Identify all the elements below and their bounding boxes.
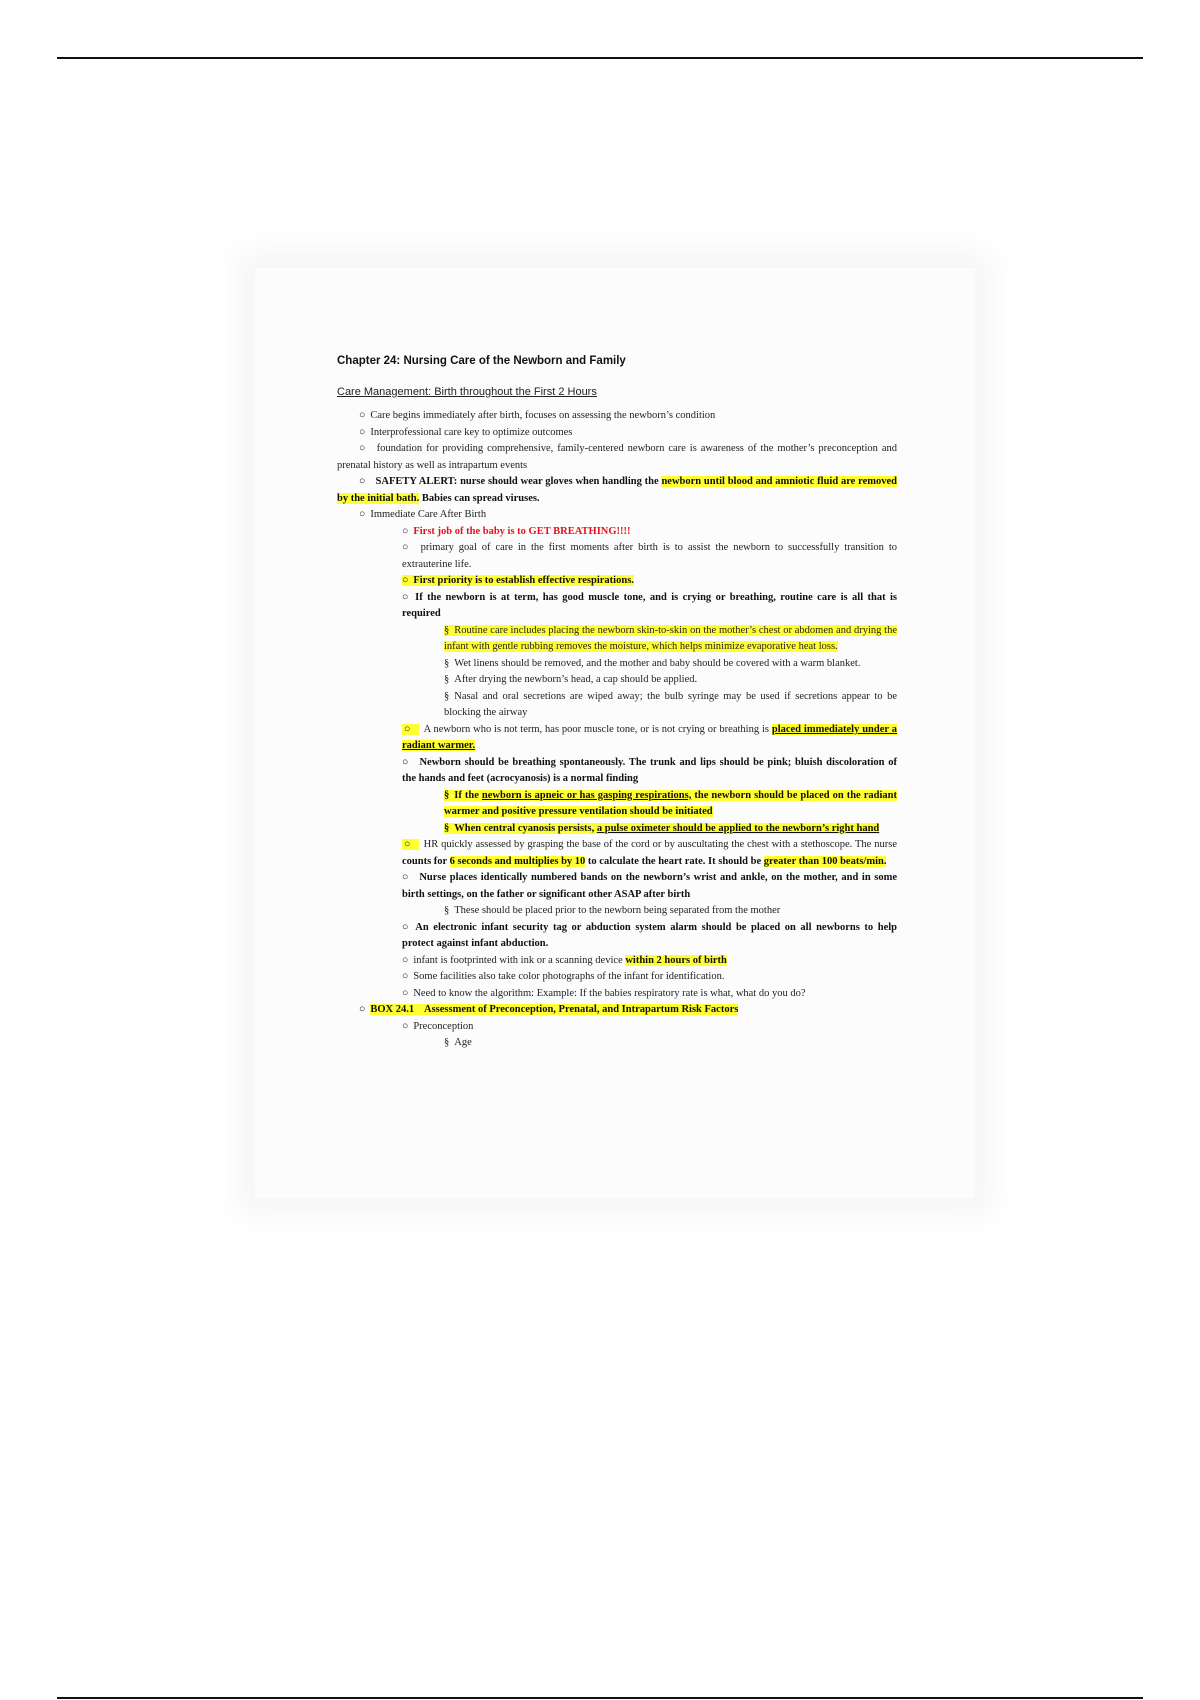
bullet-circle-icon: ○ (402, 756, 410, 768)
list-item: ○ Interprofessional care key to optimize outcomes (359, 426, 573, 438)
bullet-circle-icon: ○ (359, 410, 366, 421)
bullet-circle-icon: ○ (402, 525, 409, 537)
bullet-circle-icon: ○ (402, 575, 409, 586)
bullet-circle-icon: ○ (402, 591, 411, 603)
list-item: § Age (444, 1037, 472, 1048)
list-item: ○ primary goal of care in the first moments after birth is to assist the newborn to successfully transition to extrauterine life. (402, 542, 897, 570)
list-item: § Nasal and oral secretions are wiped away; the bulb syringe may be used if secretions appear to be blocking the airway (444, 690, 897, 718)
list-item (337, 623, 897, 656)
section-sign-icon: § (444, 657, 450, 669)
bullet-circle-icon: ○ (402, 954, 409, 966)
section-sign-icon: § (444, 789, 450, 801)
list-item (337, 573, 897, 590)
highlight: § Routine care includes placing the newborn skin-to-skin on the mother’s chest or abdomen and drying the infant with gentle rubbing removes the moisture, which helps minimize evaporative heat loss. (444, 624, 897, 652)
document-title: Chapter 24: Nursing Care of the Newborn and Family (337, 355, 626, 367)
bullet-circle-icon: ○ (359, 509, 366, 520)
top-rule (57, 57, 1143, 59)
list-item: ○ foundation for providing comprehensive, family-centered newborn care is awareness of the mother’s preconception and prenatal history as well as intrapartum events (337, 443, 897, 471)
list-item: ○ If the newborn is at term, has good muscle tone, and is crying or breathing, routine care is all that is required (402, 591, 897, 619)
section-sign-icon: § (444, 624, 450, 636)
list-item (337, 821, 897, 838)
list-item: ○ Some facilities also take color photographs of the infant for identification. (402, 971, 725, 982)
bullet-circle-icon: ○ (402, 987, 409, 999)
list-item: § These should be placed prior to the newborn being separated from the mother (444, 905, 781, 916)
highlight: BOX 24.1 Assessment of Preconception, Prenatal, and Intrapartum Risk Factors (370, 1004, 739, 1015)
list-item: ○ An electronic infant security tag or abduction system alarm should be placed on all newborns to help protect against infant abduction. (402, 921, 897, 949)
section-sign-icon: § (444, 690, 450, 702)
safety-alert: ○ SAFETY ALERT: nurse should wear gloves when handling the newborn until blood and amniotic fluid are removed by the initial bath. Babies can spread viruses. (337, 476, 897, 504)
section-sign-icon: § (444, 822, 450, 834)
highlight: newborn until blood and amniotic fluid are removed by the initial bath. (337, 476, 897, 504)
list-item (337, 1002, 897, 1019)
list-item: ○ Nurse places identically numbered bands on the newborn’s wrist and ankle, on the mother, and in some birth settings, on the father or significant other ASAP after birth (402, 872, 897, 900)
bullet-circle-icon: ○ (402, 542, 411, 553)
list-item (337, 524, 897, 541)
list-item: ○ Immediate Care After Birth (359, 509, 487, 520)
document-page (337, 353, 897, 1052)
bullet-circle-icon: ○ (359, 426, 366, 438)
list-item: ○ A newborn who is not term, has poor muscle tone, or is not crying or breathing is placed immediately under a radiant warmer. (402, 723, 897, 751)
bullet-circle-icon: ○ (359, 476, 366, 487)
highlight: 6 seconds and multiplies by 10 (449, 855, 586, 867)
list-item: ○ Preconception (402, 1020, 474, 1032)
bullet-circle-icon: ○ (402, 1020, 409, 1032)
bullet-circle-icon: ○ (402, 724, 419, 735)
bullet-circle-icon: ○ (359, 1004, 366, 1015)
list-item: § After drying the newborn’s head, a cap should be applied. (444, 674, 698, 685)
list-item: ○ HR quickly assessed by grasping the base of the cord or by auscultating the chest with a stethoscope. The nurse counts for 6 seconds and multiplies by 10 to calculate the heart rate. It should be greater than 100 beats/min. (402, 839, 897, 867)
bullet-circle-icon: ○ (402, 971, 409, 982)
list-item: ○ Need to know the algorithm: Example: If the babies respiratory rate is what, what do you do? (402, 987, 806, 999)
list-item: § Wet linens should be removed, and the mother and baby should be covered with a warm blanket. (444, 657, 861, 669)
document-subtitle: Care Management: Birth throughout the First 2 Hours (337, 385, 597, 398)
bullet-circle-icon: ○ (402, 839, 419, 850)
bullet-circle-icon: ○ (359, 443, 367, 454)
highlight: ○ First priority is to establish effective respirations. (402, 575, 634, 586)
section-sign-icon: § (444, 905, 450, 916)
bottom-rule (57, 1697, 1143, 1699)
bullet-circle-icon: ○ (402, 921, 411, 933)
list-item: ○ Newborn should be breathing spontaneously. The trunk and lips should be pink; bluish discoloration of the hands and feet (acrocyanosis) is a normal finding (402, 756, 897, 784)
list-item (337, 788, 897, 821)
highlight: § If the newborn is apneic or has gasping respirations, the newborn should be placed on the radiant warmer and positive pressure ventilation should be initiated (444, 789, 897, 817)
emphasis-red: First job of the baby is to GET BREATHING!!!! (413, 525, 631, 537)
list-item: ○ infant is footprinted with ink or a scanning device within 2 hours of birth (402, 954, 727, 966)
section-sign-icon: § (444, 1037, 450, 1048)
highlight: placed immediately under a radiant warmer. (402, 723, 897, 751)
bullet-circle-icon: ○ (402, 872, 410, 883)
highlight: greater than 100 beats/min. (763, 855, 887, 867)
list-item: ○ Care begins immediately after birth, focuses on assessing the newborn’s condition (359, 410, 716, 421)
highlight: within 2 hours of birth (625, 954, 727, 966)
section-sign-icon: § (444, 674, 450, 685)
highlight: § When central cyanosis persists, a pulse oximeter should be applied to the newborn’s right hand (444, 822, 880, 834)
